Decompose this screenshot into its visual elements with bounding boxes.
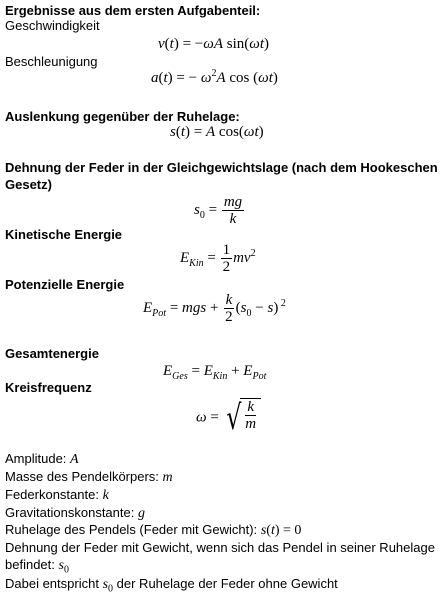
heading-total-energy: Gesamtenergie — [5, 346, 99, 361]
heading-results: Ergebnisse aus dem ersten Aufgabenteil: — [5, 3, 261, 18]
label-velocity: Geschwindigkeit — [5, 18, 100, 33]
equation-angular-frequency: ω = √ $\frac{k}{m}$ — [196, 398, 261, 438]
equation-potential-energy: $E_{Pot}$ = mgs + $\frac{k}{2}$ $(s_0 - s)$ $^2$ — [143, 292, 286, 325]
equation-kinetic-energy: $E_{Kin}$ = $\frac{1}{2}$ $mv^2$ — [180, 242, 256, 275]
definition-spring-constant: Federkonstante: k — [5, 487, 109, 503]
heading-displacement: Auslenkung gegenüber der Ruhelage: — [5, 109, 240, 124]
heading-potential-energy: Potenzielle Energie — [5, 277, 125, 292]
definition-mass: Masse des Pendelkörpers: m — [5, 469, 173, 485]
definition-rest-position: Ruhelage des Pendels (Feder mit Gewicht): s(t) = 0 — [5, 522, 302, 538]
heading-spring-stretch-cont: Gesetz) — [5, 177, 52, 192]
equation-displacement: s(t) = A cos(ωt) — [170, 124, 264, 140]
equation-velocity: v(t) = −ωA sin(ωt) — [158, 36, 270, 52]
definition-stretch-line2: befindet: $s_0$ — [5, 557, 69, 576]
definition-note: Dabei entspricht $s_0$ der Ruhelage der Feder ohne Gewicht — [5, 576, 338, 595]
definition-stretch-line1: Dehnung der Feder mit Gewicht, wenn sich das Pendel in seiner Ruhelage — [5, 540, 435, 555]
definition-gravity: Gravitationskonstante: g — [5, 505, 145, 521]
definition-amplitude: Amplitude: A — [5, 451, 79, 467]
heading-angular-frequency: Kreisfrequenz — [5, 380, 92, 395]
equation-s0: $s_0$ = $\frac{mg}{k}$ — [194, 194, 243, 227]
heading-spring-stretch: Dehnung der Feder in der Gleichgewichtslage (nach dem Hookeschen — [5, 160, 438, 175]
equation-total-energy: $E_{Ges} = E_{Kin} + E_{Pot}$ — [163, 363, 267, 382]
equation-acceleration: a(t) = − $\omega^2A$ cos (ωt) — [151, 68, 278, 86]
heading-kinetic-energy: Kinetische Energie — [5, 227, 123, 242]
label-acceleration: Beschleunigung — [5, 54, 98, 69]
